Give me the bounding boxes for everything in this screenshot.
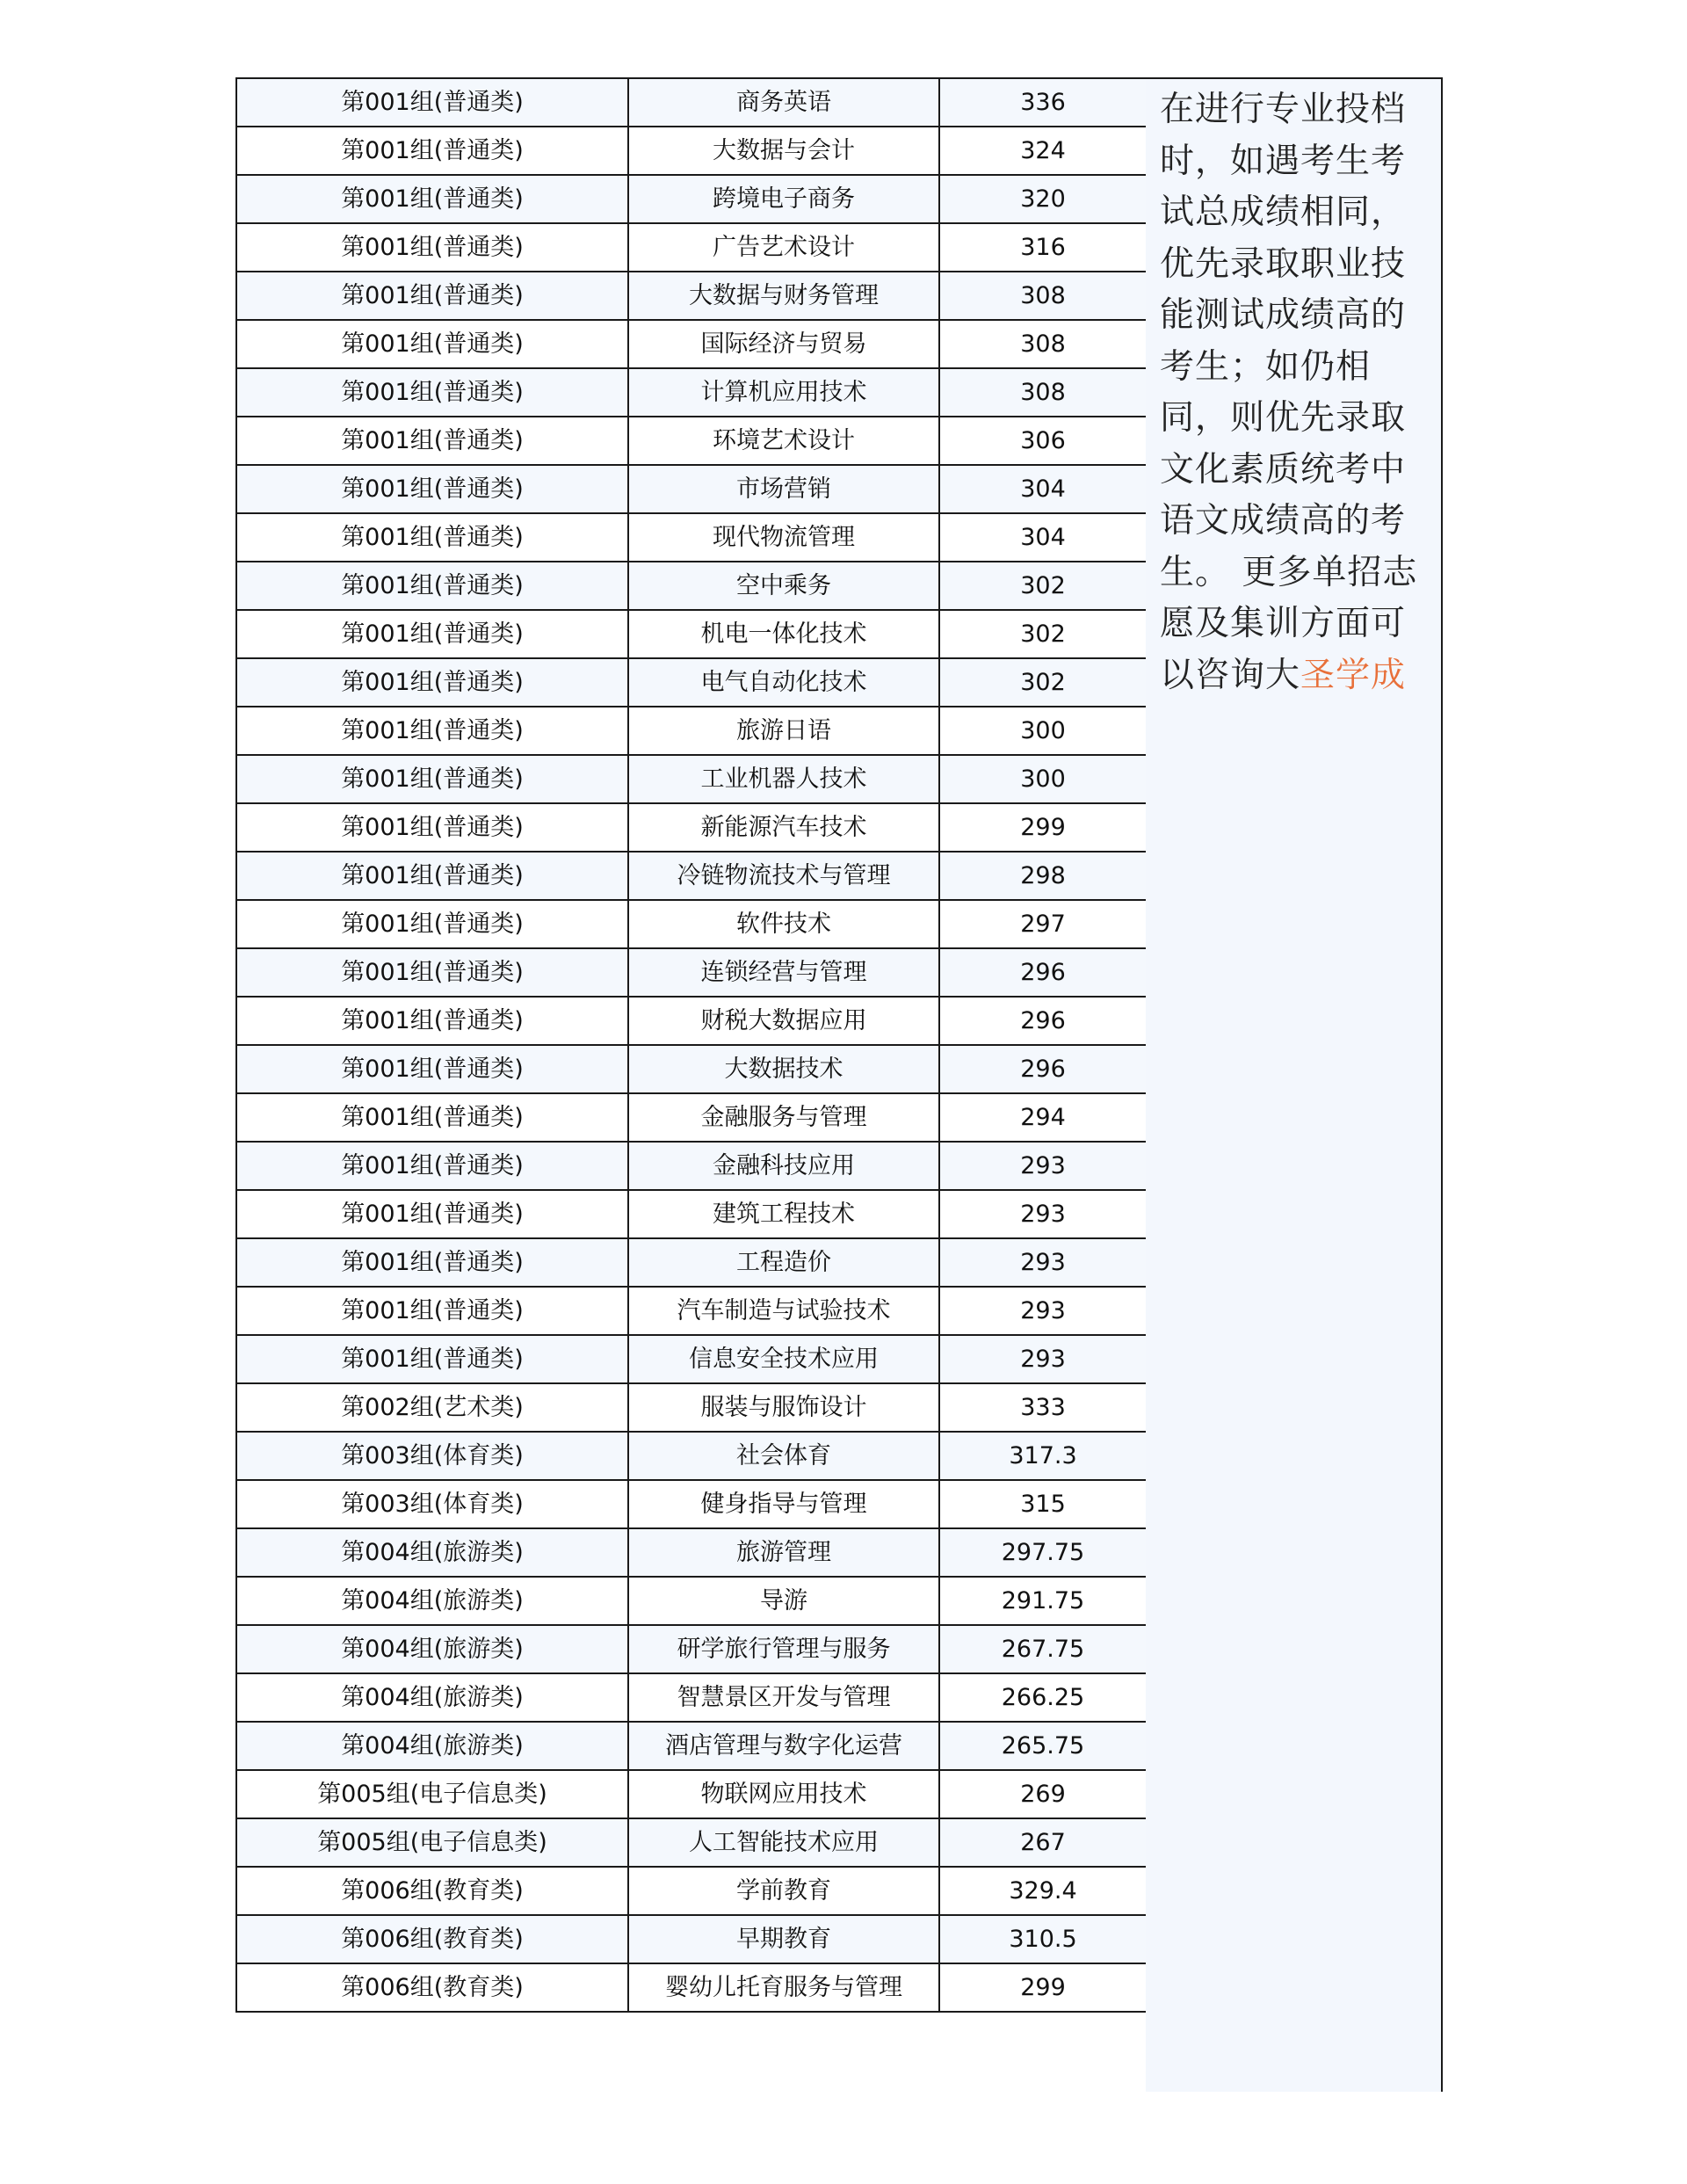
group-cell: 第001组(普通类) (236, 1142, 628, 1190)
major-cell: 汽车制造与试验技术 (628, 1287, 939, 1335)
group-cell: 第001组(普通类) (236, 610, 628, 658)
score-cell: 293 (939, 1335, 1147, 1383)
group-cell: 第001组(普通类) (236, 658, 628, 707)
score-cell: 300 (939, 707, 1147, 755)
table-row (236, 1190, 1147, 1238)
major-cell: 智慧景区开发与管理 (628, 1673, 939, 1722)
major-cell: 大数据与财务管理 (628, 272, 939, 320)
group-cell: 第001组(普通类) (236, 175, 628, 223)
table-row (236, 1963, 1147, 2012)
table-row (236, 1093, 1147, 1142)
group-cell: 第001组(普通类) (236, 755, 628, 803)
score-cell: 300 (939, 755, 1147, 803)
score-cell: 329.4 (939, 1867, 1147, 1915)
group-cell: 第001组(普通类) (236, 900, 628, 948)
table-row (236, 803, 1147, 852)
table-row (236, 1722, 1147, 1770)
score-cell: 304 (939, 465, 1147, 513)
major-cell: 现代物流管理 (628, 513, 939, 562)
major-cell: 旅游日语 (628, 707, 939, 755)
major-cell: 新能源汽车技术 (628, 803, 939, 852)
table-row (236, 1335, 1147, 1383)
group-cell: 第004组(旅游类) (236, 1673, 628, 1722)
group-cell: 第005组(电子信息类) (236, 1770, 628, 1818)
table-row (236, 1770, 1147, 1818)
table-row (236, 948, 1147, 997)
score-cell: 324 (939, 127, 1147, 175)
score-cell: 315 (939, 1480, 1147, 1528)
table-row (236, 562, 1147, 610)
score-cell: 296 (939, 1045, 1147, 1093)
score-cell: 269 (939, 1770, 1147, 1818)
group-cell: 第001组(普通类) (236, 1045, 628, 1093)
score-cell: 336 (939, 78, 1147, 127)
score-cell: 308 (939, 320, 1147, 368)
table-row (236, 320, 1147, 368)
group-cell: 第006组(教育类) (236, 1915, 628, 1963)
score-cell: 265.75 (939, 1722, 1147, 1770)
score-cell: 306 (939, 417, 1147, 465)
major-cell: 人工智能技术应用 (628, 1818, 939, 1867)
table-row (236, 272, 1147, 320)
admission-score-frame (235, 77, 1443, 2092)
group-cell: 第001组(普通类) (236, 997, 628, 1045)
group-cell: 第001组(普通类) (236, 803, 628, 852)
table-row (236, 900, 1147, 948)
score-cell: 267 (939, 1818, 1147, 1867)
table-row (236, 1045, 1147, 1093)
major-cell: 信息安全技术应用 (628, 1335, 939, 1383)
group-cell: 第001组(普通类) (236, 707, 628, 755)
major-cell: 大数据与会计 (628, 127, 939, 175)
score-cell: 296 (939, 997, 1147, 1045)
group-cell: 第001组(普通类) (236, 417, 628, 465)
score-cell: 291.75 (939, 1577, 1147, 1625)
major-cell: 研学旅行管理与服务 (628, 1625, 939, 1673)
major-cell: 财税大数据应用 (628, 997, 939, 1045)
table-row (236, 78, 1147, 127)
table-row (236, 852, 1147, 900)
group-cell: 第005组(电子信息类) (236, 1818, 628, 1867)
score-cell: 293 (939, 1190, 1147, 1238)
group-cell: 第002组(艺术类) (236, 1383, 628, 1432)
group-cell: 第001组(普通类) (236, 1287, 628, 1335)
score-cell: 299 (939, 803, 1147, 852)
major-cell: 工程造价 (628, 1238, 939, 1287)
group-cell: 第004组(旅游类) (236, 1722, 628, 1770)
score-cell: 308 (939, 368, 1147, 417)
group-cell: 第006组(教育类) (236, 1867, 628, 1915)
score-cell: 317.3 (939, 1432, 1147, 1480)
table-row (236, 223, 1147, 272)
group-cell: 第001组(普通类) (236, 223, 628, 272)
table-row (236, 127, 1147, 175)
table-row (236, 1625, 1147, 1673)
table-row (236, 417, 1147, 465)
admission-rule-note (1146, 77, 1443, 2092)
score-cell: 297 (939, 900, 1147, 948)
major-cell: 金融科技应用 (628, 1142, 939, 1190)
score-cell: 333 (939, 1383, 1147, 1432)
group-cell: 第001组(普通类) (236, 465, 628, 513)
group-cell: 第001组(普通类) (236, 320, 628, 368)
major-cell: 国际经济与贸易 (628, 320, 939, 368)
table-row (236, 755, 1147, 803)
score-cell: 266.25 (939, 1673, 1147, 1722)
table-row (236, 513, 1147, 562)
group-cell: 第003组(体育类) (236, 1432, 628, 1480)
major-cell: 软件技术 (628, 900, 939, 948)
group-cell: 第001组(普通类) (236, 272, 628, 320)
table-row (236, 465, 1147, 513)
major-cell: 婴幼儿托育服务与管理 (628, 1963, 939, 2012)
major-cell: 商务英语 (628, 78, 939, 127)
group-cell: 第001组(普通类) (236, 127, 628, 175)
major-cell: 旅游管理 (628, 1528, 939, 1577)
major-cell: 大数据技术 (628, 1045, 939, 1093)
score-cell: 308 (939, 272, 1147, 320)
score-cell: 296 (939, 948, 1147, 997)
group-cell: 第003组(体育类) (236, 1480, 628, 1528)
score-cell: 297.75 (939, 1528, 1147, 1577)
group-cell: 第001组(普通类) (236, 1190, 628, 1238)
table-row (236, 1383, 1147, 1432)
score-cell: 294 (939, 1093, 1147, 1142)
major-cell: 电气自动化技术 (628, 658, 939, 707)
group-cell: 第001组(普通类) (236, 1093, 628, 1142)
brand-name: 圣学成 (1300, 655, 1407, 695)
major-cell: 学前教育 (628, 1867, 939, 1915)
major-cell: 环境艺术设计 (628, 417, 939, 465)
group-cell: 第001组(普通类) (236, 948, 628, 997)
table-row (236, 707, 1147, 755)
table-row (236, 175, 1147, 223)
group-cell: 第001组(普通类) (236, 368, 628, 417)
score-cell: 302 (939, 610, 1147, 658)
table-row (236, 1480, 1147, 1528)
table-row (236, 610, 1147, 658)
group-cell: 第004组(旅游类) (236, 1577, 628, 1625)
table-row (236, 997, 1147, 1045)
group-cell: 第006组(教育类) (236, 1963, 628, 2012)
score-cell: 320 (939, 175, 1147, 223)
major-cell: 空中乘务 (628, 562, 939, 610)
major-cell: 跨境电子商务 (628, 175, 939, 223)
major-cell: 机电一体化技术 (628, 610, 939, 658)
note-paragraph (1160, 84, 1432, 701)
table-row (236, 1818, 1147, 1867)
group-cell: 第001组(普通类) (236, 78, 628, 127)
major-cell: 市场营销 (628, 465, 939, 513)
table-row (236, 368, 1147, 417)
table-row (236, 1867, 1147, 1915)
table-row (236, 1142, 1147, 1190)
table-row (236, 1238, 1147, 1287)
admission-score-table (235, 77, 1148, 2013)
table-body (236, 78, 1147, 2012)
group-cell: 第001组(普通类) (236, 1335, 628, 1383)
table-row (236, 658, 1147, 707)
score-cell: 298 (939, 852, 1147, 900)
score-cell: 293 (939, 1238, 1147, 1287)
group-cell: 第001组(普通类) (236, 852, 628, 900)
major-cell: 物联网应用技术 (628, 1770, 939, 1818)
major-cell: 计算机应用技术 (628, 368, 939, 417)
group-cell: 第004组(旅游类) (236, 1625, 628, 1673)
table-row (236, 1577, 1147, 1625)
major-cell: 连锁经营与管理 (628, 948, 939, 997)
group-cell: 第001组(普通类) (236, 513, 628, 562)
major-cell: 金融服务与管理 (628, 1093, 939, 1142)
score-cell: 310.5 (939, 1915, 1147, 1963)
group-cell: 第001组(普通类) (236, 1238, 628, 1287)
group-cell: 第004组(旅游类) (236, 1528, 628, 1577)
major-cell: 建筑工程技术 (628, 1190, 939, 1238)
score-cell: 299 (939, 1963, 1147, 2012)
score-cell: 293 (939, 1287, 1147, 1335)
table-row (236, 1528, 1147, 1577)
major-cell: 社会体育 (628, 1432, 939, 1480)
score-cell: 316 (939, 223, 1147, 272)
score-cell: 302 (939, 562, 1147, 610)
major-cell: 服装与服饰设计 (628, 1383, 939, 1432)
note-text: 在进行专业投档时，如遇考生考试总成绩相同，优先录取职业技能测试成绩高的考生；如仍相同，则优先录取文化素质统考中语文成绩高的考生。 更多单招志愿及集训方面可以咨询大 (1160, 90, 1418, 695)
score-cell: 293 (939, 1142, 1147, 1190)
table-row (236, 1673, 1147, 1722)
major-cell: 健身指导与管理 (628, 1480, 939, 1528)
score-cell: 302 (939, 658, 1147, 707)
major-cell: 导游 (628, 1577, 939, 1625)
group-cell: 第001组(普通类) (236, 562, 628, 610)
major-cell: 早期教育 (628, 1915, 939, 1963)
table-row (236, 1287, 1147, 1335)
major-cell: 冷链物流技术与管理 (628, 852, 939, 900)
score-cell: 304 (939, 513, 1147, 562)
major-cell: 酒店管理与数字化运营 (628, 1722, 939, 1770)
score-cell: 267.75 (939, 1625, 1147, 1673)
major-cell: 工业机器人技术 (628, 755, 939, 803)
major-cell: 广告艺术设计 (628, 223, 939, 272)
table-row (236, 1432, 1147, 1480)
table-row (236, 1915, 1147, 1963)
